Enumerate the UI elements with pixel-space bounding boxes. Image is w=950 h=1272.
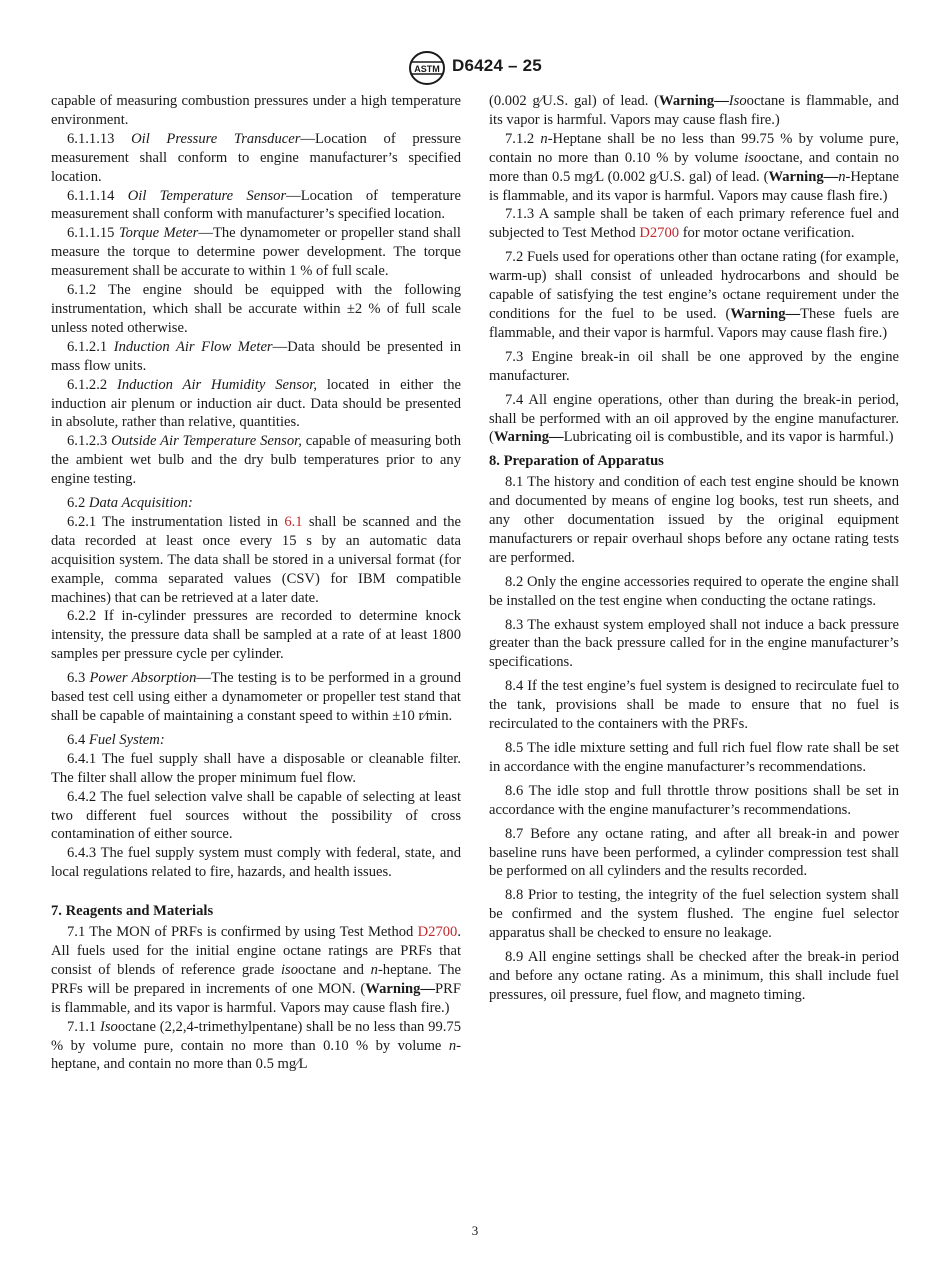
ref-link-6-1[interactable]: 6.1: [284, 513, 303, 530]
clause-6-3: 6.3 Power Absorption—The testing is to be performed in a ground based test cell using either a dynamometer or propeller test stand that shall be capable of maintaining a constant speed to within ±10 r⁄min.: [51, 670, 461, 724]
clause-8-2: 8.2 Only the engine accessories required to operate the engine shall be installed on the test engine when conducting the octane ratings.: [489, 573, 899, 609]
clause-8-4: 8.4 If the test engine’s fuel system is designed to recirculate fuel to the tank, provisions shall be made to ensure that no fuel is recirculated to the containers with the PRFs.: [489, 678, 899, 733]
clause-6-4-3: 6.4.3 The fuel supply system must comply with federal, state, and local regulations related to fire, hazards, and health issues.: [51, 845, 461, 881]
clause-8-3: 8.3 The exhaust system employed shall not induce a back pressure greater than the back pressure called for in the engine manufacturer’s specifications.: [489, 616, 899, 671]
clause-6-4-2: 6.4.2 The fuel selection valve shall be capable of selecting at least two different fuel sources without the possibility of cross contamination of either source.: [51, 788, 461, 843]
clause-6-2-1: 6.2.1 The instrumentation listed in 6.1 shall be scanned and the data recorded at least once every 15 s by an automatic data acquisition system. The data shall be stored in a universal format (for example, comma separated values (CSV) for IBM compatible machines) that can be retrieved at a later date.: [51, 513, 461, 606]
ref-link-d2700[interactable]: D2700: [639, 225, 680, 242]
clause-6-1-2-2: 6.1.2.2 Induction Air Humidity Sensor, located in either the induction air plenum or induction air duct. Data should be presented in absolute, rather than relative, quantities.: [51, 376, 461, 431]
clause-8-8: 8.8 Prior to testing, the integrity of the fuel selection system shall be confirmed and the system flushed. The engine fuel selector apparatus shall be checked to ensure no leakage.: [489, 887, 899, 942]
clause-6-1-1-13: 6.1.1.13 Oil Pressure Transducer—Location of pressure measurement shall conform to engine manufacturer’s specified location.: [51, 130, 461, 185]
paragraph-continuation: (0.002 g⁄U.S. gal) of lead. (Warning—Isooctane is flammable, and its vapor is harmful. Vapors may cause flash fire.): [489, 93, 899, 128]
clause-8-9: 8.9 All engine settings shall be checked after the break-in period and before any octane rating. As a minimum, this shall include fuel pressures, oil pressure, fuel flow, and magneto timing.: [489, 949, 899, 1003]
clause-7-1-2: 7.1.2 n-Heptane shall be no less than 99.75 % by volume pure, contain no more than 0.10 % by volume isooctane, and contain no more than 0.5 mg⁄L (0.002 g⁄U.S. gal) of lead. (Warning—n-Heptane is flammable, and its vapor is harmful. Vapors may cause flash fire.): [489, 130, 899, 204]
clause-6-1-2-3: 6.1.2.3 Outside Air Temperature Sensor, capable of measuring both the ambient wet bulb and the dry bulb temperatures prior to any engine testing.: [51, 433, 461, 488]
clause-8-5: 8.5 The idle mixture setting and full rich fuel flow rate shall be set in accordance with the engine manufacturer’s recommendations.: [489, 740, 899, 775]
clause-7-1: 7.1 The MON of PRFs is confirmed by using Test Method D2700. All fuels used for the initial engine octane ratings are PRFs that consist of blends of reference grade isooctane and n-heptane. The PRFs will be prepared in increments of one MON. (Warning—PRF is flammable, and its vapor is harmful. Vapors may cause flash fire.): [51, 924, 461, 1016]
clause-6-1-1-14: 6.1.1.14 Oil Temperature Sensor—Location of temperature measurement shall conform with manufacturer’s specified location.: [51, 187, 462, 223]
clause-6-4-1: 6.4.1 The fuel supply shall have a disposable or cleanable filter. The filter shall allow the proper minimum fuel flow.: [51, 750, 461, 786]
clause-6-1-2-1: 6.1.2.1 Induction Air Flow Meter—Data should be presented in mass flow units.: [51, 338, 462, 374]
clause-6-1-2: 6.1.2 The engine should be equipped with the following instrumentation, which shall be accurate within ±2 % of full scale unless noted otherwise.: [51, 282, 461, 336]
astm-logo-icon: [408, 50, 446, 86]
clause-6-1-1-15: 6.1.1.15 Torque Meter—The dynamometer or propeller stand shall measure the torque to determine power development. The torque measurement shall be accurate to within 1 % of full scale.: [51, 225, 461, 280]
clause-7-2: 7.2 Fuels used for operations other than octane rating (for example, warm-up) shall consist of unleaded hydrocarbons and should be capable of satisfying the test engine’s octane requirement under the conditions for the fuel to be used. (Warning—These fuels are flammable, and their vapor is harmful. Vapors may cause flash fire.): [489, 249, 900, 341]
clause-7-4: 7.4 All engine operations, other than during the break-in period, shall be performed with an oil approved by the engine manufacturer. (Warning—Lubricating oil is combustible, and its vapor is harmful.): [489, 391, 899, 446]
clause-7-3: 7.3 Engine break-in oil shall be one approved by the engine manufacturer.: [489, 348, 899, 384]
svg-text:ASTM: ASTM: [414, 64, 440, 74]
clause-6-2: 6.2 Data Acquisition:: [67, 495, 193, 512]
document-id: D6424 – 25: [452, 56, 542, 75]
ref-link-d2700[interactable]: D2700: [417, 924, 458, 941]
clause-8-6: 8.6 The idle stop and full throttle throw positions shall be set in accordance with the engine manufacturer’s recommendations.: [489, 782, 899, 818]
clause-7-1-3: 7.1.3 A sample shall be taken of each primary reference fuel and subjected to Test Method D2700 for motor octane verification.: [489, 206, 899, 242]
page-number: 3: [471, 1223, 479, 1238]
right-column: [489, 92, 899, 1005]
paragraph-continuation: capable of measuring combustion pressures under a high temperature environment.: [51, 93, 461, 128]
clause-8-7: 8.7 Before any octane rating, and after all break-in and power baseline runs have been performed, a cylinder compression test shall be performed on all cylinders and the results recorded.: [489, 825, 899, 880]
clause-6-2-2: 6.2.2 If in-cylinder pressures are recorded to determine knock intensity, the pressure data shall be sampled at a rate of at least 1800 samples per pressure cycle per cylinder.: [51, 608, 461, 663]
clause-7-1-1: 7.1.1 Isooctane (2,2,4-trimethylpentane) shall be no less than 99.75 % by volume pure, contain no more than 0.10 % by volume n-heptane, and contain no more than 0.5 mg⁄L: [51, 1018, 461, 1073]
page-header: [0, 50, 950, 90]
section-8-heading: 8. Preparation of Apparatus: [489, 453, 664, 470]
clause-8-1: 8.1 The history and condition of each test engine should be known and documented by means of engine log books, test run sheets, and any other documentation issued by the original equipment manufacturers or repair overhaul shops before any octane rating tests are performed.: [489, 474, 899, 566]
section-7-heading: 7. Reagents and Materials: [51, 903, 214, 920]
clause-6-4: 6.4 Fuel System:: [67, 731, 165, 748]
left-column: [51, 92, 461, 1074]
